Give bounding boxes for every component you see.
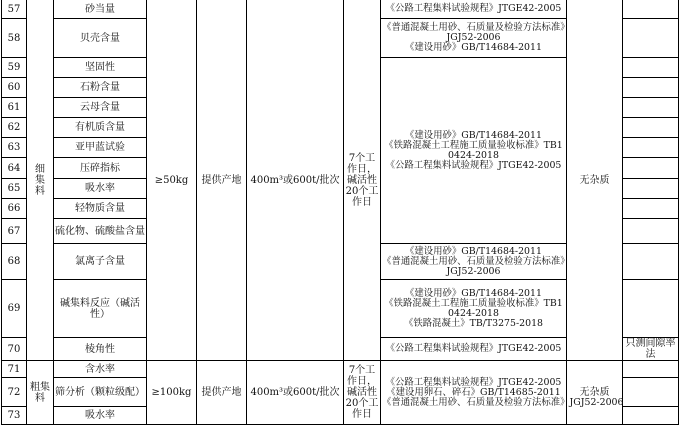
test-items-table: [1, 0, 679, 425]
note-cell: [623, 219, 679, 244]
fine-sample-quantity: ≥50kg: [147, 0, 197, 361]
row-number: 57: [2, 0, 27, 19]
coarse-sample-quantity: ≥100kg: [147, 361, 197, 425]
test-item: 轻物质含量: [54, 199, 147, 219]
standard-text: 《公路工程集料试验规程》JTGE42-2005 《建设用卵石、碎石》GB/T14685-2011 《普通混凝土用砂、石质量及检验方法标准》JGJ52-2006: [381, 361, 567, 425]
test-item: 吸水率: [54, 179, 147, 199]
note-cell: [623, 244, 679, 280]
test-item: 砂当量: [54, 0, 147, 19]
coarse-sample-source: 提供产地: [197, 361, 247, 425]
note-cell: [623, 407, 679, 425]
standard-text: 《建设用砂》GB/T14684-2011 《铁路混凝土工程施工质量验收标准》TB10424-2018 《铁路混凝土》TB/T3275-2018: [381, 280, 567, 338]
test-item: 有机质含量: [54, 118, 147, 138]
note-cell: 只测间隙率法: [623, 338, 679, 361]
fine-test-period: 7个工作日，碱活性20个工作日: [344, 0, 381, 361]
row-number: 68: [2, 244, 27, 280]
note-cell: [623, 179, 679, 199]
note-cell: [623, 58, 679, 78]
coarse-remark: 无杂质: [567, 361, 623, 425]
fine-sample-source: 提供产地: [197, 0, 247, 361]
note-cell: [623, 138, 679, 158]
standard-text: 《公路工程集料试验规程》JTGE42-2005: [381, 338, 567, 361]
row-number: 61: [2, 98, 27, 118]
note-cell: [623, 19, 679, 58]
row-number: 59: [2, 58, 27, 78]
note-cell: [623, 78, 679, 98]
test-item: 硫化物、硫酸盐含量: [54, 219, 147, 244]
test-item: 吸水率: [54, 407, 147, 425]
coarse-aggregate-category: 粗集料: [27, 361, 54, 425]
test-item: 碱集料反应（碱活性）: [54, 280, 147, 338]
test-item: 棱角性: [54, 338, 147, 361]
row-number: 63: [2, 138, 27, 158]
test-item: 云母含量: [54, 98, 147, 118]
fine-aggregate-category: 细集料: [27, 0, 54, 361]
row-number: 71: [2, 361, 27, 378]
note-cell: [623, 361, 679, 378]
row-number: 62: [2, 118, 27, 138]
table-row: [2, 361, 679, 378]
note-cell: [623, 98, 679, 118]
fine-remark: 无杂质: [567, 0, 623, 361]
note-cell: [623, 378, 679, 407]
test-item: 贝壳含量: [54, 19, 147, 58]
row-number: 66: [2, 199, 27, 219]
test-item: 石粉含量: [54, 78, 147, 98]
row-number: 60: [2, 78, 27, 98]
row-number: 70: [2, 338, 27, 361]
row-number: 65: [2, 179, 27, 199]
note-cell: [623, 0, 679, 19]
row-number: 58: [2, 19, 27, 58]
test-item: 压碎指标: [54, 158, 147, 179]
note-cell: [623, 158, 679, 179]
note-cell: [623, 280, 679, 338]
table-row: [2, 0, 679, 19]
row-number: 72: [2, 378, 27, 407]
note-cell: [623, 199, 679, 219]
test-item: 含水率: [54, 361, 147, 378]
row-number: 67: [2, 219, 27, 244]
coarse-batch-size: 400m³或600t/批次: [247, 361, 344, 425]
test-item: 筛分析（颗粒级配）: [54, 378, 147, 407]
fine-batch-size: 400m³或600t/批次: [247, 0, 344, 361]
note-cell: [623, 118, 679, 138]
row-number: 73: [2, 407, 27, 425]
test-item: 氯离子含量: [54, 244, 147, 280]
test-item: 坚固性: [54, 58, 147, 78]
standard-text: 《普通混凝土用砂、石质量及检验方法标准》JGJ52-2006 《建设用砂》GB/T14684-2011: [381, 19, 567, 58]
standard-text: 《建设用砂》GB/T14684-2011 《铁路混凝土工程施工质量验收标准》TB10424-2018 《公路工程集料试验规程》JTGE42-2005: [381, 58, 567, 244]
test-item: 亚甲蓝试验: [54, 138, 147, 158]
row-number: 69: [2, 280, 27, 338]
coarse-test-period: 7个工作日，碱活性20个工作日: [344, 361, 381, 425]
row-number: 64: [2, 158, 27, 179]
standard-text: 《公路工程集料试验规程》JTGE42-2005: [381, 0, 567, 19]
standard-text: 《建设用砂》GB/T14684-2011 《普通混凝土用砂、石质量及检验方法标准》JGJ52-2006: [381, 244, 567, 280]
